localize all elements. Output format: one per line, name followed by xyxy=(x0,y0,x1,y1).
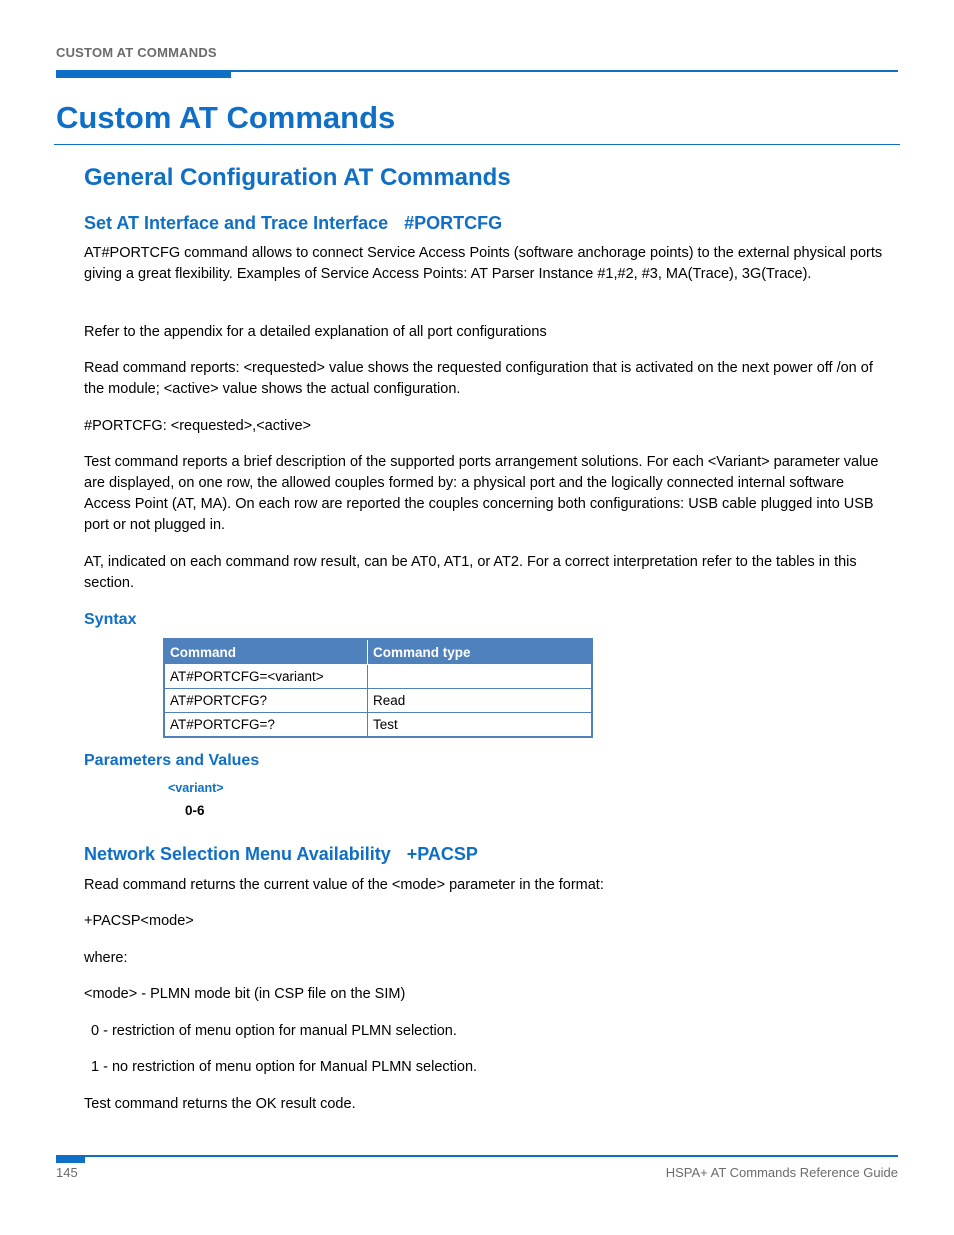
footer-rule xyxy=(56,1155,898,1157)
syntax-header-command-type: Command type xyxy=(368,639,593,665)
param-name: <variant> xyxy=(168,781,224,795)
syntax-header-command: Command xyxy=(164,639,368,665)
table-row xyxy=(164,665,592,689)
chapter-title: Custom AT Commands xyxy=(56,100,396,135)
portcfg-paragraph-1: AT#PORTCFG command allows to connect Service Access Points (software anchorage points) to the external physical ports giving a great flexibility. Examples of Service Access Points: AT Parser Instance #1,#2, #3, MA(Trace), 3G(Trace). xyxy=(84,245,883,282)
syntax-table xyxy=(163,638,593,738)
syntax-cell-type: Read xyxy=(368,689,593,713)
table-row xyxy=(164,689,592,713)
pacsp-heading xyxy=(84,842,478,866)
pacsp-heading-command: +PACSP xyxy=(406,844,478,864)
syntax-cell-command: AT#PORTCFG=? xyxy=(164,713,368,738)
syntax-heading: Syntax xyxy=(84,611,137,628)
portcfg-heading xyxy=(84,211,502,235)
pacsp-line-2: +PACSP<mode> xyxy=(84,913,194,929)
header-accent-block xyxy=(56,70,231,78)
pacsp-line-5: 0 - restriction of menu option for manual PLMN selection. xyxy=(91,1023,457,1039)
syntax-cell-command: AT#PORTCFG=<variant> xyxy=(164,665,368,689)
syntax-cell-type xyxy=(368,665,593,689)
running-header: CUSTOM AT COMMANDS xyxy=(56,45,217,60)
param-value: 0-6 xyxy=(185,803,205,818)
pacsp-line-3: where: xyxy=(84,950,128,966)
syntax-cell-command: AT#PORTCFG? xyxy=(164,689,368,713)
footer-doc-title: HSPA+ AT Commands Reference Guide xyxy=(665,1165,898,1180)
pacsp-line-1: Read command returns the current value of the <mode> parameter in the format: xyxy=(84,877,604,893)
portcfg-paragraph-4: #PORTCFG: <requested>,<active> xyxy=(84,418,312,434)
footer-accent-block xyxy=(56,1155,85,1163)
portcfg-paragraph-6: AT, indicated on each command row result, can be AT0, AT1, or AT2. For a correct interpretation refer to the tables in this section. xyxy=(84,554,857,591)
portcfg-heading-title: Set AT Interface and Trace Interface xyxy=(84,213,389,233)
pacsp-heading-title: Network Selection Menu Availability xyxy=(84,844,391,864)
chapter-title-rule xyxy=(54,144,900,145)
portcfg-paragraph-2: Refer to the appendix for a detailed explanation of all port configurations xyxy=(84,324,547,340)
section-title: General Configuration AT Commands xyxy=(84,164,511,191)
pacsp-line-7: Test command returns the OK result code. xyxy=(84,1096,356,1112)
portcfg-paragraph-3: Read command reports: <requested> value shows the requested configuration that is activated on the next power off /on of the module; <active> value shows the actual configuration. xyxy=(84,360,873,397)
portcfg-heading-command: #PORTCFG xyxy=(404,213,503,233)
page-number: 145 xyxy=(56,1165,78,1180)
syntax-table-header-row xyxy=(164,639,592,665)
parameters-heading: Parameters and Values xyxy=(84,752,260,769)
pacsp-line-6: 1 - no restriction of menu option for Manual PLMN selection. xyxy=(91,1059,478,1075)
pacsp-line-4: <mode> - PLMN mode bit (in CSP file on the SIM) xyxy=(84,986,406,1002)
table-row xyxy=(164,713,592,738)
syntax-cell-type: Test xyxy=(368,713,593,738)
portcfg-paragraph-5: Test command reports a brief description of the supported ports arrangement solutions. For each <Variant> parameter value are displayed, on one row, the allowed couples formed by: a physical port and the logically connected internal software Access Point (AT, MA). On each row are reported the couples concerning both configurations: USB cable plugged into USB port or not plugged in. xyxy=(84,454,879,533)
